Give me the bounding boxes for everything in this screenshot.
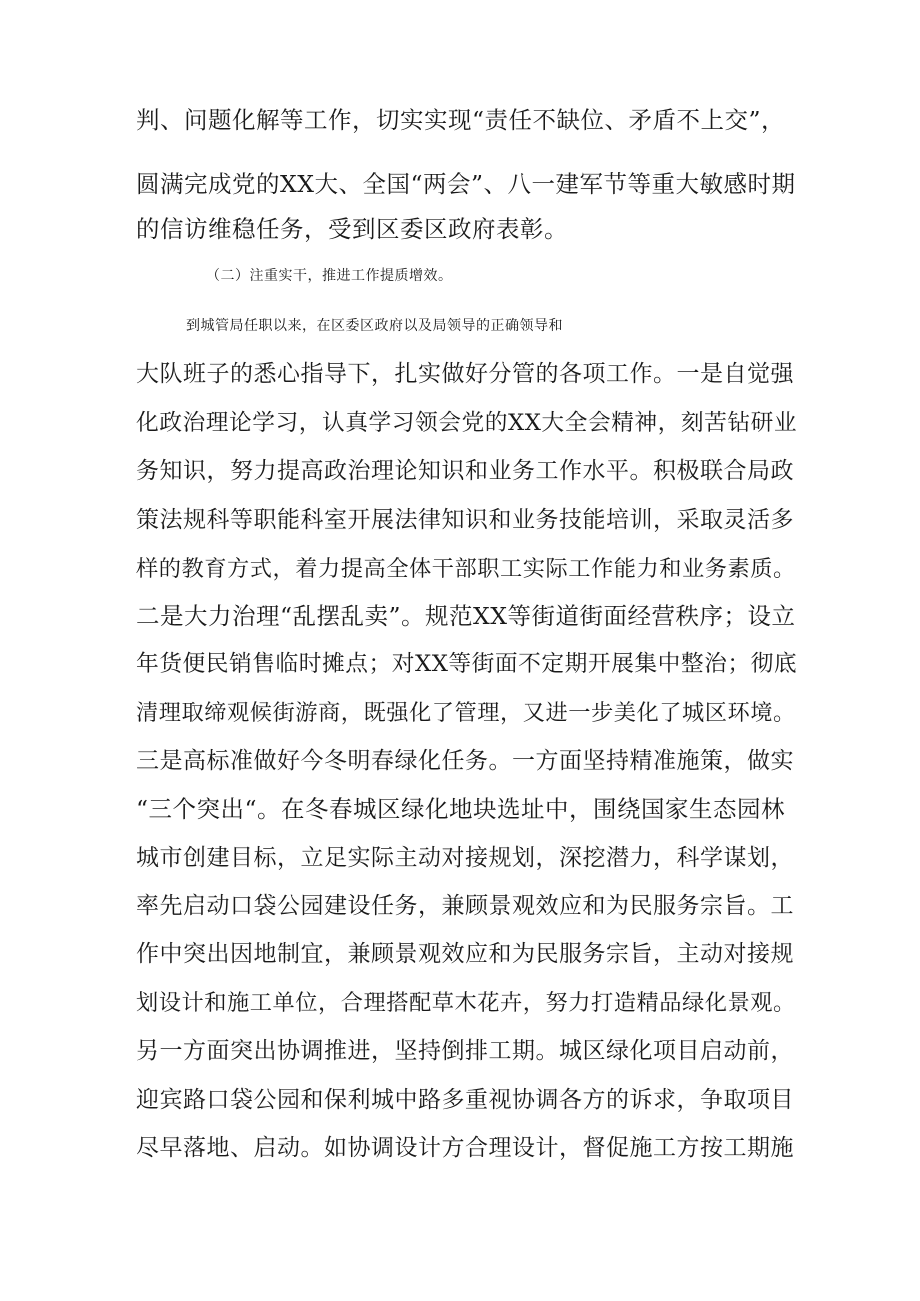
text-line: 城市创建目标，立足实际主动对接规划，深挖潜力，科学谋划，: [136, 845, 794, 871]
text-line: 样的教育方式，着力提高全体干部职工实际工作能力和业务素质。: [136, 556, 796, 582]
text-line: 二是大力治理“乱摆乱卖”。规范XX等街道街面经营秩序；设立: [136, 602, 796, 630]
text-line: 判、问题化解等工作，切实实现“责任不缺位、矛盾不上交”，: [136, 106, 786, 134]
text-line: 到城管局任职以来，在区委区政府以及局领导的正确领导和: [186, 318, 563, 334]
text-line: 作中突出因地制宜，兼顾景观效应和为民服务宗旨，主动对接规: [136, 941, 794, 967]
text-line: “三个突出“。在冬春城区绿化地块选址中，围绕国家生态园林: [136, 795, 786, 823]
text-line: 圆满完成党的XX大、全国“两会”、八一建军节等重大敏感时期: [136, 170, 796, 198]
text-line: 大队班子的悉心指导下，扎实做好分管的各项工作。一是自觉强: [136, 361, 794, 387]
section-heading: （二）注重实干，推进工作提质增效。: [206, 268, 453, 284]
text-line: 三是高标准做好今冬明春绿化任务。一方面坚持精准施策，做实: [136, 748, 794, 774]
text-line: 另一方面突出协调推进，坚持倒排工期。城区绿化项目启动前，: [136, 1038, 794, 1064]
text-line: 务知识，努力提高政治理论知识和业务工作水平。积极联合局政: [136, 458, 794, 484]
text-line: 迎宾路口袋公园和保利城中路多重视协调各方的诉求，争取项目: [136, 1087, 794, 1113]
text-line: 策法规科等职能科室开展法律知识和业务技能培训，采取灵活多: [136, 507, 794, 533]
text-line: 清理取缔观候街游商，既强化了管理，又进一步美化了城区环境。: [136, 700, 796, 726]
text-line: 尽早落地、启动。如协调设计方合理设计，督促施工方按工期施: [136, 1135, 794, 1161]
text-line: 化政治理论学习，认真学习领会党的XX大全会精神，刻苦钻研业: [136, 410, 798, 436]
text-line: 划设计和施工单位，合理搭配草木花卉，努力打造精品绿化景观。: [136, 990, 796, 1016]
text-line: 率先启动口袋公园建设任务，兼顾景观效应和为民服务宗旨。工: [136, 893, 794, 919]
text-line: 年货便民销售临时摊点；对XX等街面不定期开展集中整治；彻底: [136, 651, 798, 677]
text-line: 的信访维稳任务，受到区委区政府表彰。: [136, 215, 568, 243]
